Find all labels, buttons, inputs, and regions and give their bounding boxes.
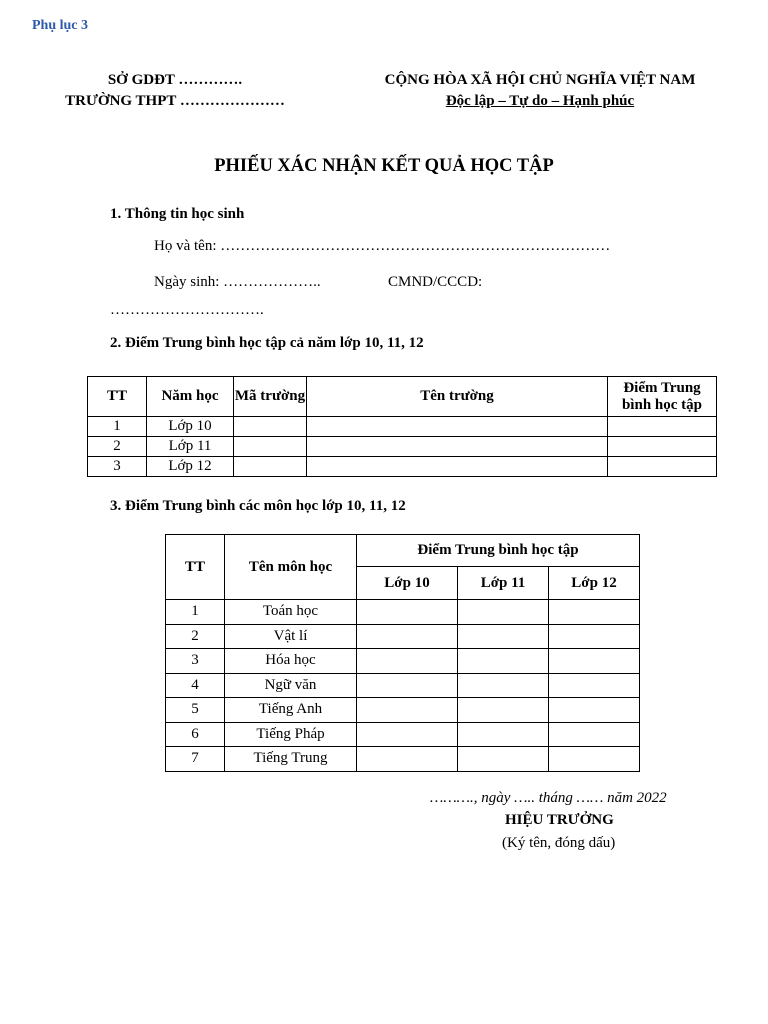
cell-grade-10[interactable]	[357, 673, 458, 698]
id-label: CMND/CCCD:	[388, 274, 483, 290]
cell-subject: Vật lí	[225, 624, 357, 649]
cell-grade-11[interactable]	[458, 722, 549, 747]
cell-year: Lớp 11	[147, 437, 234, 457]
cell-subject: Toán học	[225, 600, 357, 625]
cell-school-name[interactable]	[307, 417, 608, 437]
cell-school-name[interactable]	[307, 457, 608, 477]
table-row	[166, 722, 640, 747]
cell-year: Lớp 10	[147, 417, 234, 437]
student-name-line: Họ và tên: ……………………………………………………………………	[154, 238, 611, 254]
col-grade-10: Lớp 10	[357, 567, 458, 600]
cell-grade-12[interactable]	[549, 673, 640, 698]
cell-grade-12[interactable]	[549, 747, 640, 772]
cell-grade-11[interactable]	[458, 600, 549, 625]
col-group-gpa: Điểm Trung bình học tập	[357, 535, 640, 567]
cell-gpa[interactable]	[608, 457, 717, 477]
date-line: ………., ngày ….. tháng …… năm 2022	[430, 790, 667, 806]
col-tt: TT	[88, 377, 147, 417]
section3-heading: 3. Điểm Trung bình các môn học lớp 10, 11, 12	[110, 498, 406, 514]
cell-grade-10[interactable]	[357, 624, 458, 649]
header-left	[30, 70, 320, 112]
table-row	[88, 437, 717, 457]
cell-grade-10[interactable]	[357, 600, 458, 625]
table-row	[166, 747, 640, 772]
col-subject: Tên môn học	[225, 535, 357, 600]
col-school-year: Năm học	[147, 377, 234, 417]
country-line: CỘNG HÒA XÃ HỘI CHỦ NGHĨA VIỆT NAM	[384, 72, 696, 88]
cell-year: Lớp 12	[147, 457, 234, 477]
cell-tt: 2	[88, 437, 147, 457]
cell-grade-12[interactable]	[549, 600, 640, 625]
sign-note: (Ký tên, đóng dấu)	[502, 835, 616, 851]
id-dots: ………………………….	[110, 302, 264, 318]
cell-grade-10[interactable]	[357, 698, 458, 723]
col-gpa: Điểm Trung bình học tập	[608, 377, 717, 417]
cell-school-code[interactable]	[234, 417, 307, 437]
cell-subject: Tiếng Pháp	[225, 722, 357, 747]
department-line: SỞ GDĐT ………….	[107, 72, 243, 88]
cell-grade-12[interactable]	[549, 722, 640, 747]
cell-tt: 1	[166, 600, 225, 625]
table-row	[88, 417, 717, 437]
table-row	[166, 649, 640, 674]
cell-tt: 3	[166, 649, 225, 674]
cell-grade-10[interactable]	[357, 722, 458, 747]
cell-tt: 7	[166, 747, 225, 772]
dob-line: Ngày sinh: ………………..	[154, 274, 321, 290]
signer-title: HIỆU TRƯỞNG	[505, 812, 614, 828]
appendix-label: Phụ lục 3	[32, 18, 89, 33]
cell-tt: 5	[166, 698, 225, 723]
col-grade-11: Lớp 11	[458, 567, 549, 600]
cell-grade-10[interactable]	[357, 649, 458, 674]
section1-heading: 1. Thông tin học sinh	[110, 206, 245, 222]
cell-grade-11[interactable]	[458, 673, 549, 698]
cell-school-code[interactable]	[234, 457, 307, 477]
col-tt: TT	[166, 535, 225, 600]
col-school-name: Tên trường	[307, 377, 608, 417]
cell-grade-12[interactable]	[549, 649, 640, 674]
header-right	[350, 70, 730, 112]
cell-grade-11[interactable]	[458, 747, 549, 772]
table-row	[166, 698, 640, 723]
cell-grade-11[interactable]	[458, 698, 549, 723]
cell-tt: 4	[166, 673, 225, 698]
motto-line: Độc lập – Tự do – Hạnh phúc	[445, 93, 635, 109]
cell-grade-10[interactable]	[357, 747, 458, 772]
col-grade-12: Lớp 12	[549, 567, 640, 600]
cell-gpa[interactable]	[608, 437, 717, 457]
cell-grade-11[interactable]	[458, 649, 549, 674]
table-row	[166, 600, 640, 625]
cell-grade-12[interactable]	[549, 624, 640, 649]
cell-tt: 1	[88, 417, 147, 437]
cell-grade-12[interactable]	[549, 698, 640, 723]
page-title: PHIẾU XÁC NHẬN KẾT QUẢ HỌC TẬP	[214, 156, 554, 176]
section2-heading: 2. Điểm Trung bình học tập cả năm lớp 10, 11, 12	[110, 335, 424, 351]
table-header-row	[166, 535, 640, 567]
table-row	[166, 624, 640, 649]
subject-gpa-table	[165, 534, 640, 772]
table-row	[166, 673, 640, 698]
cell-subject: Tiếng Anh	[225, 698, 357, 723]
cell-tt: 3	[88, 457, 147, 477]
cell-subject: Ngữ văn	[225, 673, 357, 698]
table-row	[88, 457, 717, 477]
cell-school-name[interactable]	[307, 437, 608, 457]
cell-subject: Hóa học	[225, 649, 357, 674]
cell-subject: Tiếng Trung	[225, 747, 357, 772]
table-header-row	[88, 377, 717, 417]
col-school-code: Mã trường	[234, 377, 307, 417]
cell-school-code[interactable]	[234, 437, 307, 457]
cell-tt: 2	[166, 624, 225, 649]
school-line: TRƯỜNG THPT …………………	[65, 93, 285, 109]
cell-tt: 6	[166, 722, 225, 747]
cell-grade-11[interactable]	[458, 624, 549, 649]
cell-gpa[interactable]	[608, 417, 717, 437]
annual-gpa-table	[87, 376, 717, 477]
